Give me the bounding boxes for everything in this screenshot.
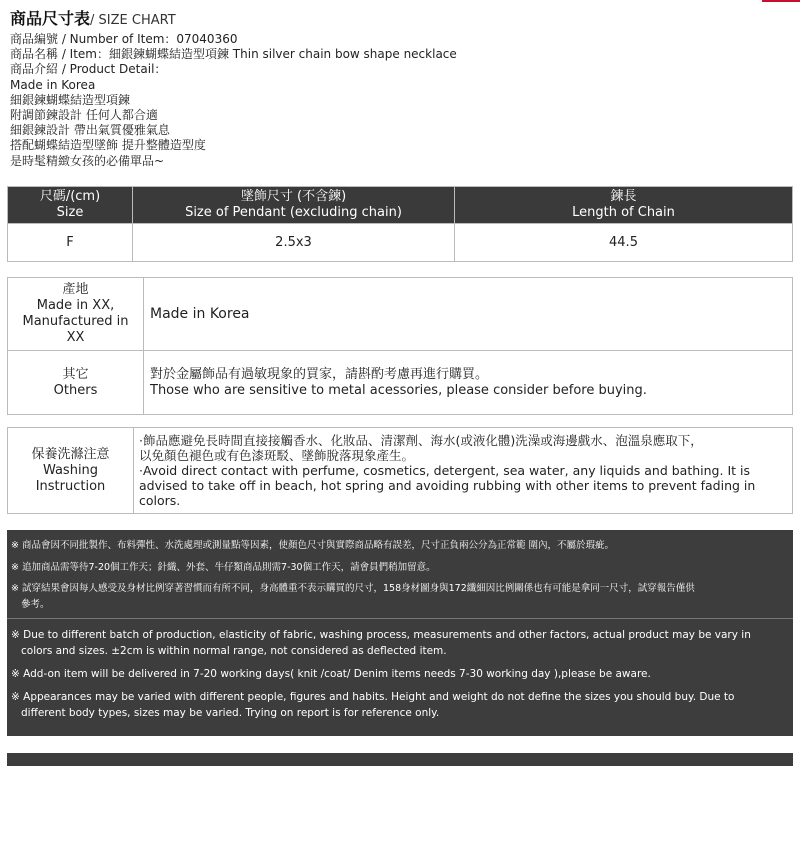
header-cn: 墜飾尺寸 (不含鍊) — [240, 189, 347, 204]
washing-line: advised to take off in beach, hot spring and avoiding rubbing with other items to prevent fading in — [139, 478, 756, 493]
note-en-fitting — [11, 689, 785, 721]
chain-length-header — [455, 187, 793, 224]
note-text: ※ 試穿結果會因每人感受及身材比例穿著習慣而有所不同，身高體重不表示購買的尺寸，158身材圖身與172纖細因比例關係也有可能是拿同一尺寸，試穿報告僅供 — [11, 583, 695, 594]
origin-label — [8, 278, 144, 351]
page-title — [10, 8, 790, 32]
washing-line: 以免顏色褪色或有色漆斑駁、墜飾脫落現象產生。 — [139, 448, 415, 463]
product-info-table — [7, 277, 793, 415]
note-text: different body types, sizes may be varied. Trying on report is for reference only. — [21, 707, 440, 719]
header-en: Size — [56, 205, 84, 220]
origin-label-en: Made in XX, — [36, 298, 115, 313]
others-label-en: Others — [53, 382, 98, 398]
others-note-cn: 對於金屬飾品有過敏現象的買家，請斟酌考慮再進行購買。 — [150, 366, 489, 382]
notes-panel — [7, 530, 793, 736]
note-en-delivery — [11, 666, 785, 682]
detail-line: 細銀鍊設計 帶出氣質優雅氣息 — [10, 123, 170, 138]
product-detail-label: 商品介紹 / Product Detail： — [10, 62, 167, 77]
note-text: ※ Add-on item will be delivered in 7-20 working days( knit /coat/ Denim items needs 7-30 working day ),please be aware. — [11, 668, 651, 680]
note-text: ※ Appearances may be varied with different people, figures and habits. Height and weight do not define the sizes you should buy. Due to — [11, 691, 735, 703]
table-row — [8, 224, 793, 262]
washing-label — [8, 428, 134, 514]
detail-line: 搭配蝴蝶結造型墜飾 提升整體造型度 — [10, 138, 206, 153]
others-value — [144, 351, 793, 415]
size-table — [7, 186, 793, 262]
washing-row — [8, 428, 793, 514]
washing-label-en: Instruction — [35, 478, 106, 494]
header-cn: 鍊長 — [610, 189, 637, 204]
detail-line: Made in Korea — [10, 77, 96, 92]
others-row — [8, 351, 793, 415]
others-label-cn: 其它 — [62, 366, 89, 382]
origin-label-cn: 產地 — [62, 282, 89, 297]
chain-length-cell: 44.5 — [455, 224, 793, 262]
origin-value: Made in Korea — [144, 278, 793, 351]
title-cn: 商品尺寸表 — [10, 9, 91, 28]
others-note-en: Those who are sensitive to metal acessories, please consider before buying. — [150, 382, 647, 398]
others-label — [8, 351, 144, 415]
item-number: 商品編號 / Number of Item：07040360 — [10, 32, 238, 46]
note-cn-fitting — [11, 581, 785, 612]
size-table-header-row — [8, 187, 793, 224]
note-cn-delivery — [11, 560, 785, 576]
title-en: / SIZE CHART — [90, 13, 176, 28]
washing-label-en: Washing — [42, 462, 99, 478]
note-text: ※ 追加商品需等待7-20個工作天；針織、外套、牛仔類商品則需7-30個工作天，請會員們稍加留意。 — [11, 561, 436, 573]
size-cell: F — [8, 224, 133, 262]
washing-instructions — [134, 428, 793, 514]
origin-label-en: Manufactured in — [22, 314, 129, 329]
washing-label-cn: 保養洗滌注意 — [31, 446, 110, 462]
washing-instruction-table — [7, 427, 793, 514]
pendant-size-header — [133, 187, 455, 224]
header-en: Length of Chain — [572, 205, 675, 220]
footer-bar — [7, 753, 793, 766]
header-en: Size of Pendant (excluding chain) — [185, 205, 402, 220]
pendant-size-cell: 2.5x3 — [133, 224, 455, 262]
note-text: ※ Due to different batch of production, elasticity of fabric, washing process, measurements and other factors, actual product may be vary in — [11, 629, 751, 641]
note-cn-color-size — [11, 538, 785, 554]
top-accent-bar — [762, 0, 800, 2]
detail-line: 附調節鍊設計 任何人都合適 — [10, 108, 158, 123]
item-name: 商品名稱 / Item：細銀鍊蝴蝶結造型項鍊 Thin silver chain bow shape necklace — [10, 47, 457, 62]
washing-line: colors. — [139, 493, 181, 508]
detail-line: 細銀鍊蝴蝶結造型項鍊 — [10, 92, 131, 107]
notes-divider — [7, 618, 793, 619]
washing-line: ·飾品應避免長時間直接接觸香水、化妝品、清潔劑、海水(或液化體)洗澡或海邊戲水、泡溫泉應取下， — [139, 433, 703, 448]
header-cn: 尺碼/(cm) — [39, 189, 101, 204]
size-header — [8, 187, 133, 224]
detail-line: 是時髦精緻女孩的必備單品~ — [10, 153, 165, 168]
origin-row — [8, 278, 793, 351]
note-en-color-size — [11, 627, 785, 659]
note-text: ※ 商品會因不同批製作、布料彈性、水洗處理或測量點等因素，使顏色尺寸與實際商品略有誤差，尺寸正負兩公分為正常範 圍內，不屬於瑕疵。 — [11, 540, 615, 551]
note-text: 參考。 — [21, 598, 50, 610]
washing-line: ·Avoid direct contact with perfume, cosmetics, detergent, sea water, any liquids and bathing. It is — [139, 463, 750, 478]
note-text: colors and sizes. ±2cm is within normal range, not considered as deflected item. — [21, 645, 447, 657]
origin-label-en: XX — [66, 330, 85, 345]
size-chart-header — [10, 8, 790, 169]
